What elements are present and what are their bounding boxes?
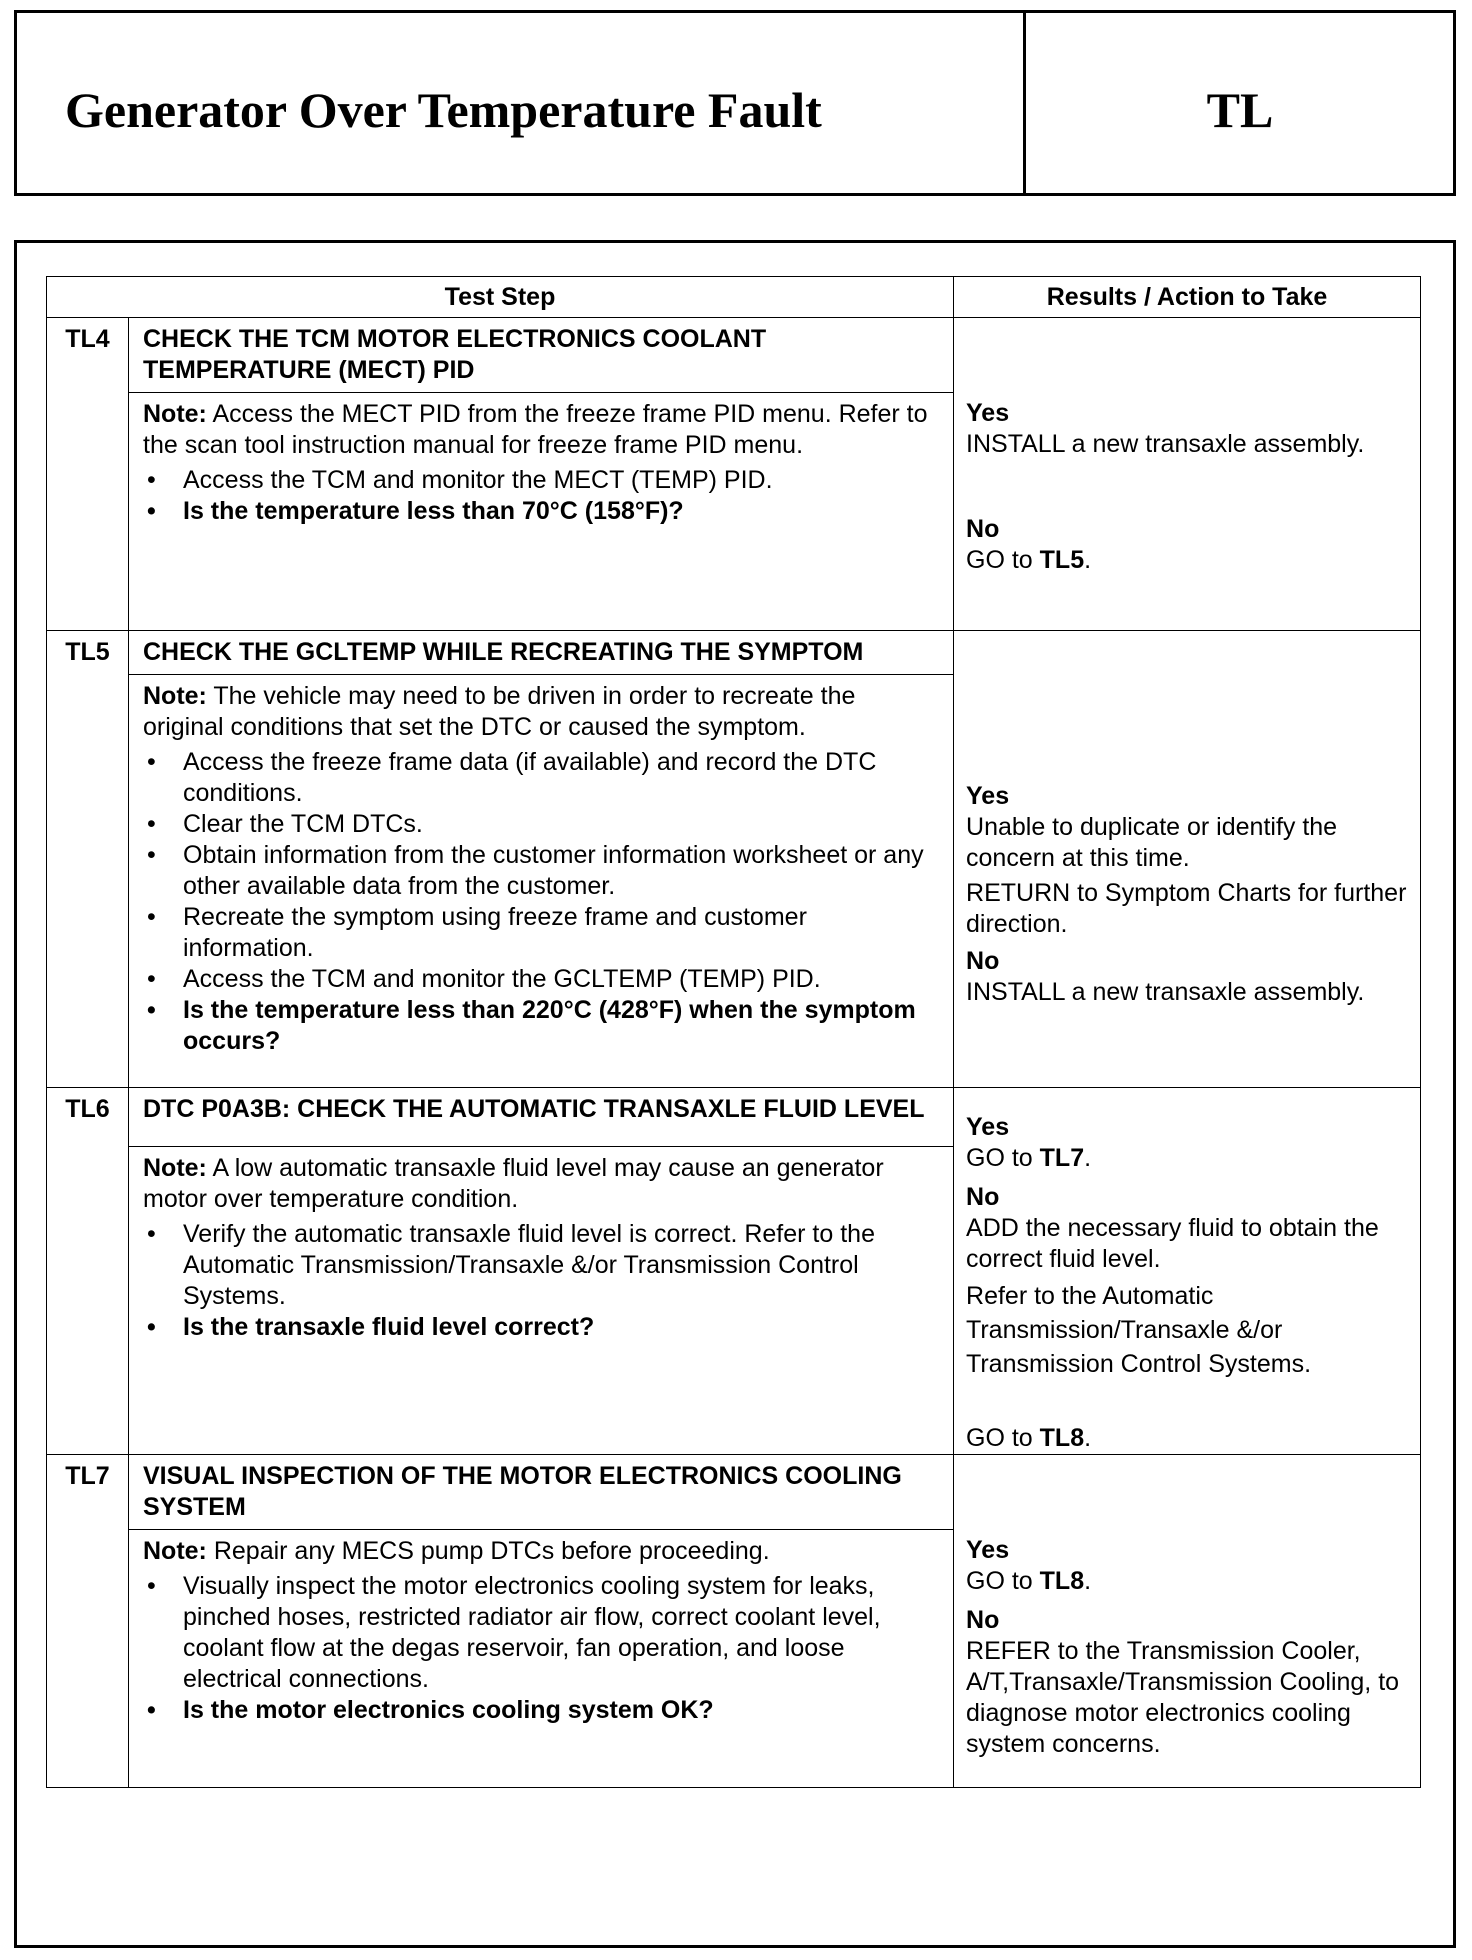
step-title-tl4: CHECK THE TCM MOTOR ELECTRONICS COOLANT TEMPERATURE (MECT) PID: [129, 318, 954, 393]
step-code-tl6: TL6: [47, 1088, 129, 1455]
step-title-row-tl4: [47, 318, 1421, 393]
header-box: [14, 10, 1456, 196]
step-bullet-list: [143, 1571, 939, 1726]
no-label: No: [966, 947, 1000, 975]
step-bullet-list: [143, 747, 939, 1057]
no-action: REFER to the Transmission Cooler, A/T,Transaxle/Transmission Cooling, to diagnose motor electronics cooling system concerns.: [966, 1637, 1400, 1758]
step-title-tl5: CHECK THE GCLTEMP WHILE RECREATING THE SYMPTOM: [129, 631, 954, 675]
step-code-tl7: TL7: [47, 1455, 129, 1788]
step-title-row-tl6: [47, 1088, 1421, 1147]
yes-action: INSTALL a new transaxle assembly.: [966, 430, 1365, 458]
step-ref: TL8: [1039, 1567, 1085, 1595]
step-bullet: • Access the TCM and monitor the GCLTEMP (TEMP) PID.: [143, 964, 939, 995]
yes-label: Yes: [966, 399, 1010, 427]
yes-label: Yes: [966, 1536, 1010, 1564]
test-step-header: Test Step: [47, 277, 954, 318]
result-cell-tl7: [954, 1455, 1421, 1788]
step-question: • Is the temperature less than 70°C (158°F)?: [143, 496, 939, 527]
step-body-tl6: [129, 1147, 954, 1455]
result-cell-tl4: [954, 318, 1421, 631]
step-note: Note: The vehicle may need to be driven in order to recreate the original conditions that set the DTC or caused the symptom.: [143, 682, 856, 741]
step-bullet-list: [143, 465, 939, 527]
step-bullet: • Clear the TCM DTCs.: [143, 809, 939, 840]
results-header: Results / Action to Take: [954, 277, 1421, 318]
step-bullet: • Access the freeze frame data (if available) and record the DTC conditions.: [143, 747, 939, 809]
yes-action: GO to TL8.: [966, 1567, 1092, 1595]
page-title: Generator Over Temperature Fault: [65, 82, 822, 138]
section-code: TL: [1206, 82, 1274, 138]
step-body-tl4: [129, 393, 954, 631]
no-action: GO to TL5.: [966, 546, 1092, 574]
step-title-tl7: VISUAL INSPECTION OF THE MOTOR ELECTRONICS COOLING SYSTEM: [129, 1455, 954, 1530]
step-bullet: • Recreate the symptom using freeze frame and customer information.: [143, 902, 939, 964]
result-cell-tl5: [954, 631, 1421, 1088]
test-step-table: [46, 276, 1421, 1788]
yes-label: Yes: [966, 782, 1010, 810]
step-bullet-list: [143, 1219, 939, 1343]
step-ref: TL8: [1039, 1424, 1085, 1452]
step-ref: TL7: [1039, 1144, 1085, 1172]
step-code-tl4: TL4: [47, 318, 129, 631]
step-note: Note: Access the MECT PID from the freeze frame PID menu. Refer to the scan tool instruction manual for freeze frame PID menu.: [143, 400, 928, 459]
step-title-tl6: DTC P0A3B: CHECK THE AUTOMATIC TRANSAXLE FLUID LEVEL: [129, 1088, 954, 1147]
step-title-row-tl7: [47, 1455, 1421, 1530]
step-bullet: • Access the TCM and monitor the MECT (TEMP) PID.: [143, 465, 939, 496]
step-code-tl5: TL5: [47, 631, 129, 1088]
no-action-3: GO to TL8.: [966, 1424, 1092, 1452]
yes-label: Yes: [966, 1113, 1010, 1141]
step-question: • Is the temperature less than 220°C (428°F) when the symptom occurs?: [143, 995, 939, 1057]
yes-action: GO to TL7.: [966, 1144, 1092, 1172]
step-ref: TL5: [1039, 546, 1085, 574]
no-action-2: Refer to the Automatic Transmission/Transaxle &/or Transmission Control Systems.: [966, 1282, 1312, 1378]
step-note: Note: A low automatic transaxle fluid level may cause an generator motor over temperature condition.: [143, 1154, 884, 1213]
step-note: Note: Repair any MECS pump DTCs before proceeding.: [143, 1537, 770, 1565]
step-question: • Is the transaxle fluid level correct?: [143, 1312, 939, 1343]
no-action: INSTALL a new transaxle assembly.: [966, 978, 1365, 1006]
step-bullet: • Verify the automatic transaxle fluid level is correct. Refer to the Automatic Transmission/Transaxle &/or Transmission Control Systems.: [143, 1219, 939, 1312]
step-bullet: • Visually inspect the motor electronics cooling system for leaks, pinched hoses, restricted radiator air flow, correct coolant level, coolant flow at the degas reservoir, fan operation, and loose electrical connections.: [143, 1571, 939, 1695]
result-cell-tl6: [954, 1088, 1421, 1455]
step-body-tl7: [129, 1530, 954, 1788]
step-bullet: • Obtain information from the customer information worksheet or any other available data from the customer.: [143, 840, 939, 902]
no-label: No: [966, 1183, 1000, 1211]
table-header-row: [47, 277, 1421, 318]
yes-action: Unable to duplicate or identify the concern at this time.: [966, 813, 1338, 872]
step-question: • Is the motor electronics cooling system OK?: [143, 1695, 939, 1726]
no-action: ADD the necessary fluid to obtain the correct fluid level.: [966, 1214, 1379, 1273]
step-body-tl5: [129, 675, 954, 1088]
no-label: No: [966, 1606, 1000, 1634]
yes-action-2: RETURN to Symptom Charts for further direction.: [966, 879, 1407, 938]
no-label: No: [966, 515, 1000, 543]
step-title-row-tl5: [47, 631, 1421, 675]
